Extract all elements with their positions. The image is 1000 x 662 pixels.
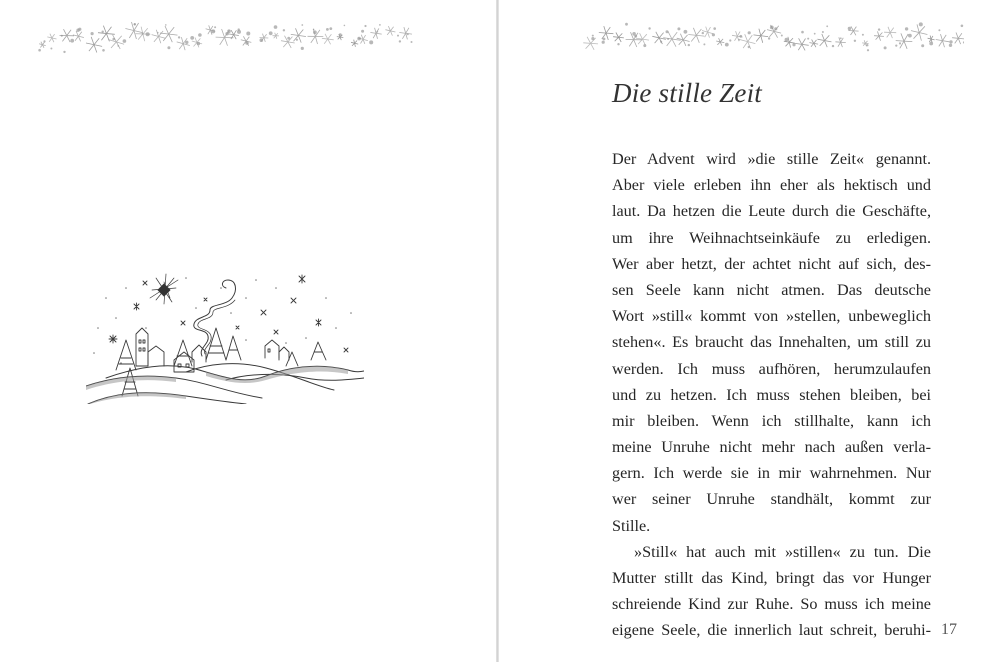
snow-dot — [313, 30, 317, 34]
snow-dot — [884, 46, 887, 49]
snow-dot — [591, 37, 594, 40]
snow-dot — [197, 42, 200, 45]
snow-dot — [185, 41, 188, 44]
snow-dot — [768, 37, 770, 39]
snowflake-icon — [399, 27, 412, 39]
snow-dot — [895, 45, 897, 47]
snow-dot — [214, 26, 216, 28]
snow-dot — [102, 49, 105, 52]
snow-dot — [905, 27, 908, 30]
snow-dot — [117, 45, 119, 47]
snow-dot — [146, 32, 150, 36]
snow-dot — [260, 38, 264, 42]
snow-dot — [729, 39, 731, 41]
snow-dot — [603, 38, 606, 41]
text-line: wer seiner Unruhe standhält, kommt zur — [612, 490, 931, 509]
snowflake-border-icon — [582, 18, 964, 58]
body-text — [612, 146, 931, 644]
snowflake-border-icon — [30, 18, 416, 58]
snow-dot — [814, 33, 816, 35]
snow-dot — [725, 43, 729, 47]
snow-dot — [326, 28, 329, 31]
snow-dot — [713, 27, 716, 30]
snow-dot — [832, 45, 834, 47]
snow-dot — [63, 51, 65, 53]
text-line: laut. Da hetzen die Leute durch die Geschäfte, — [612, 202, 931, 221]
snow-dot — [712, 33, 715, 36]
text-line: Aber viele erleben ihn eher als hektisch und — [612, 176, 931, 195]
snow-dot — [840, 37, 842, 39]
snow-dot — [376, 31, 378, 33]
snowflake-icon — [583, 37, 598, 50]
snow-dot — [379, 24, 381, 26]
snowflake-icon — [809, 40, 818, 48]
snowflake-icon — [716, 38, 724, 46]
snow-dot — [38, 49, 41, 52]
text-line: stehen«. Es braucht das Innehalten, um still zu — [612, 333, 931, 352]
snowflake-icon — [109, 35, 125, 49]
snow-dot — [774, 27, 777, 30]
snow-dot — [878, 28, 880, 30]
snowflake-icon — [273, 33, 280, 39]
chapter-title: Die stille Zeit — [612, 78, 762, 108]
snow-dot — [329, 27, 332, 30]
snow-dot — [617, 43, 619, 45]
snow-dot — [919, 22, 923, 26]
text-line: »Still« hat auch mit »stillen« zu tun. Die — [634, 542, 931, 561]
snow-dot — [301, 47, 304, 50]
snow-dot — [43, 40, 45, 42]
snow-dot — [738, 39, 740, 41]
smoke-swirl — [194, 280, 236, 356]
snowflake-icon — [936, 34, 950, 47]
snow-dot — [684, 30, 688, 34]
snow-dot — [938, 29, 940, 31]
snowflake-icon — [322, 34, 334, 45]
snowflake-icon — [291, 28, 306, 42]
snow-dot — [781, 35, 783, 37]
text-line: schreiende Kind zur Ruhe. So muss ich meine — [612, 595, 931, 614]
snow-dot — [399, 40, 401, 42]
snowflake-icon — [754, 29, 769, 43]
left-page — [0, 0, 496, 662]
snow-dot — [70, 39, 74, 43]
right-page — [499, 0, 1000, 662]
snow-dot — [397, 35, 399, 37]
snow-dot — [134, 23, 136, 25]
snowflake-icon — [911, 24, 927, 40]
snow-dot — [344, 25, 346, 27]
snow-dot — [703, 43, 705, 45]
snowflake-icon — [216, 29, 234, 46]
snow-dot — [211, 29, 215, 33]
text-line: eigene Seele, die innerlich laut schreit, beruhi- — [612, 621, 931, 640]
snow-dot — [908, 34, 912, 38]
text-line: sen Seele kann nicht atmen. Das deutsche — [612, 280, 931, 299]
snowflake-icon — [817, 34, 831, 47]
snow-dot — [867, 49, 869, 51]
snow-dot — [301, 24, 303, 26]
snow-dot — [339, 33, 342, 36]
snow-dot — [602, 41, 605, 44]
winter-village-illustration — [86, 268, 364, 404]
snowflake-icon — [884, 27, 896, 38]
snowflake-icon — [86, 37, 102, 53]
snowflake-icon — [599, 26, 614, 40]
snow-dot — [748, 31, 751, 34]
snow-dot — [91, 32, 94, 35]
snow-dot — [801, 31, 804, 34]
snow-dot — [961, 25, 964, 28]
snow-dot — [364, 25, 366, 27]
text-line: Mutter stillt das Kind, bringt das vor Hunger — [612, 569, 931, 587]
snowflake-icon — [39, 42, 46, 48]
text-line: meine Unruhe nicht mehr nach außen verla- — [612, 438, 931, 457]
snow-dot — [411, 41, 413, 43]
snow-dot — [963, 41, 964, 43]
snow-dot — [225, 32, 228, 35]
snow-dot — [660, 41, 662, 43]
snow-dot — [949, 40, 952, 43]
snow-dot — [245, 41, 249, 45]
snow-dot — [677, 27, 680, 30]
snow-dot — [702, 32, 704, 34]
snow-dot — [949, 44, 952, 47]
snowflake-icon — [351, 40, 358, 47]
snow-dot — [854, 40, 856, 42]
snow-dot — [165, 24, 167, 26]
snowflake-icon — [952, 33, 964, 45]
snowflake-icon — [928, 36, 935, 43]
snow-dot — [648, 27, 650, 29]
snow-dot — [123, 39, 127, 43]
snow-dot — [287, 37, 290, 40]
snow-dot — [688, 44, 690, 46]
snowflake-icon — [688, 28, 704, 43]
trees — [116, 328, 326, 396]
snow-dot — [866, 44, 868, 46]
snow-dot — [167, 46, 170, 49]
snow-dot — [921, 44, 924, 47]
text-line: Wer aber hetzt, der achtet nicht auf sich, des- — [612, 254, 931, 273]
snow-dot — [826, 25, 828, 27]
snowflake-icon — [385, 26, 395, 35]
snow-dot — [157, 32, 159, 34]
text-line: Der Advent wird »die stille Zeit« genannt. — [612, 150, 931, 168]
snow-dot — [269, 31, 273, 35]
text-line: um ihre Weihnachtseinkäufe zu erledigen. — [612, 228, 931, 247]
snow-dot — [643, 44, 646, 47]
text-line: werden. Ich muss aufhören, herumzulaufen — [612, 359, 931, 378]
snowflake-icon — [370, 28, 381, 39]
snow-dot — [807, 38, 809, 40]
snow-dot — [246, 32, 250, 36]
snow-dot — [929, 42, 933, 46]
snow-dot — [283, 29, 285, 31]
snow-dot — [369, 40, 373, 44]
text-line: und zu hetzen. Ich muss stehen bleiben, bei — [612, 385, 931, 404]
snow-dot — [667, 38, 669, 40]
snow-dot — [785, 38, 789, 42]
snow-dot — [76, 29, 79, 32]
snowflake-icon — [47, 34, 56, 43]
snow-dot — [862, 34, 864, 36]
page-number: 17 — [941, 621, 957, 638]
snow-dot — [198, 33, 202, 37]
snow-dot — [899, 42, 901, 44]
snowflake-icon — [98, 26, 115, 42]
snow-dot — [237, 30, 241, 34]
text-line: Wort »still« kommt von »stellen, unbeweglich — [612, 307, 931, 326]
snow-dot — [361, 30, 364, 33]
snow-dot — [632, 32, 636, 36]
snow-dot — [592, 35, 594, 37]
snowflake-icon — [160, 26, 178, 42]
snow-dot — [848, 27, 851, 30]
snowflake-icon — [636, 33, 649, 45]
snow-dot — [50, 48, 52, 50]
snow-dot — [748, 46, 750, 48]
snow-dot — [178, 36, 180, 38]
star-icon — [150, 274, 178, 304]
snowflake-icon — [795, 38, 809, 50]
snow-dot — [296, 39, 298, 41]
snow-dot — [822, 31, 824, 33]
snow-dot — [274, 25, 278, 29]
text-line: gern. Ich werde sie in mir wahrnehmen. Nur — [612, 464, 931, 483]
snowflake-icon — [613, 33, 624, 43]
snowflake-icon — [177, 37, 190, 50]
snow-dot — [739, 35, 742, 38]
snow-dot — [407, 33, 409, 35]
snowflake-icon — [73, 31, 84, 41]
text-line: mir bleiben. Wenn ich stillhalte, kann ich — [612, 411, 931, 430]
snow-dot — [142, 33, 144, 35]
snowflake-icon — [767, 25, 781, 38]
text-line: Stille. — [612, 516, 651, 535]
snowflake-icon — [152, 30, 166, 44]
snow-dot — [313, 29, 315, 31]
snow-dot — [625, 23, 628, 26]
snowflake-icon — [874, 31, 884, 40]
snow-dot — [190, 36, 194, 40]
snow-dot — [102, 31, 104, 33]
snow-dots — [93, 277, 352, 364]
